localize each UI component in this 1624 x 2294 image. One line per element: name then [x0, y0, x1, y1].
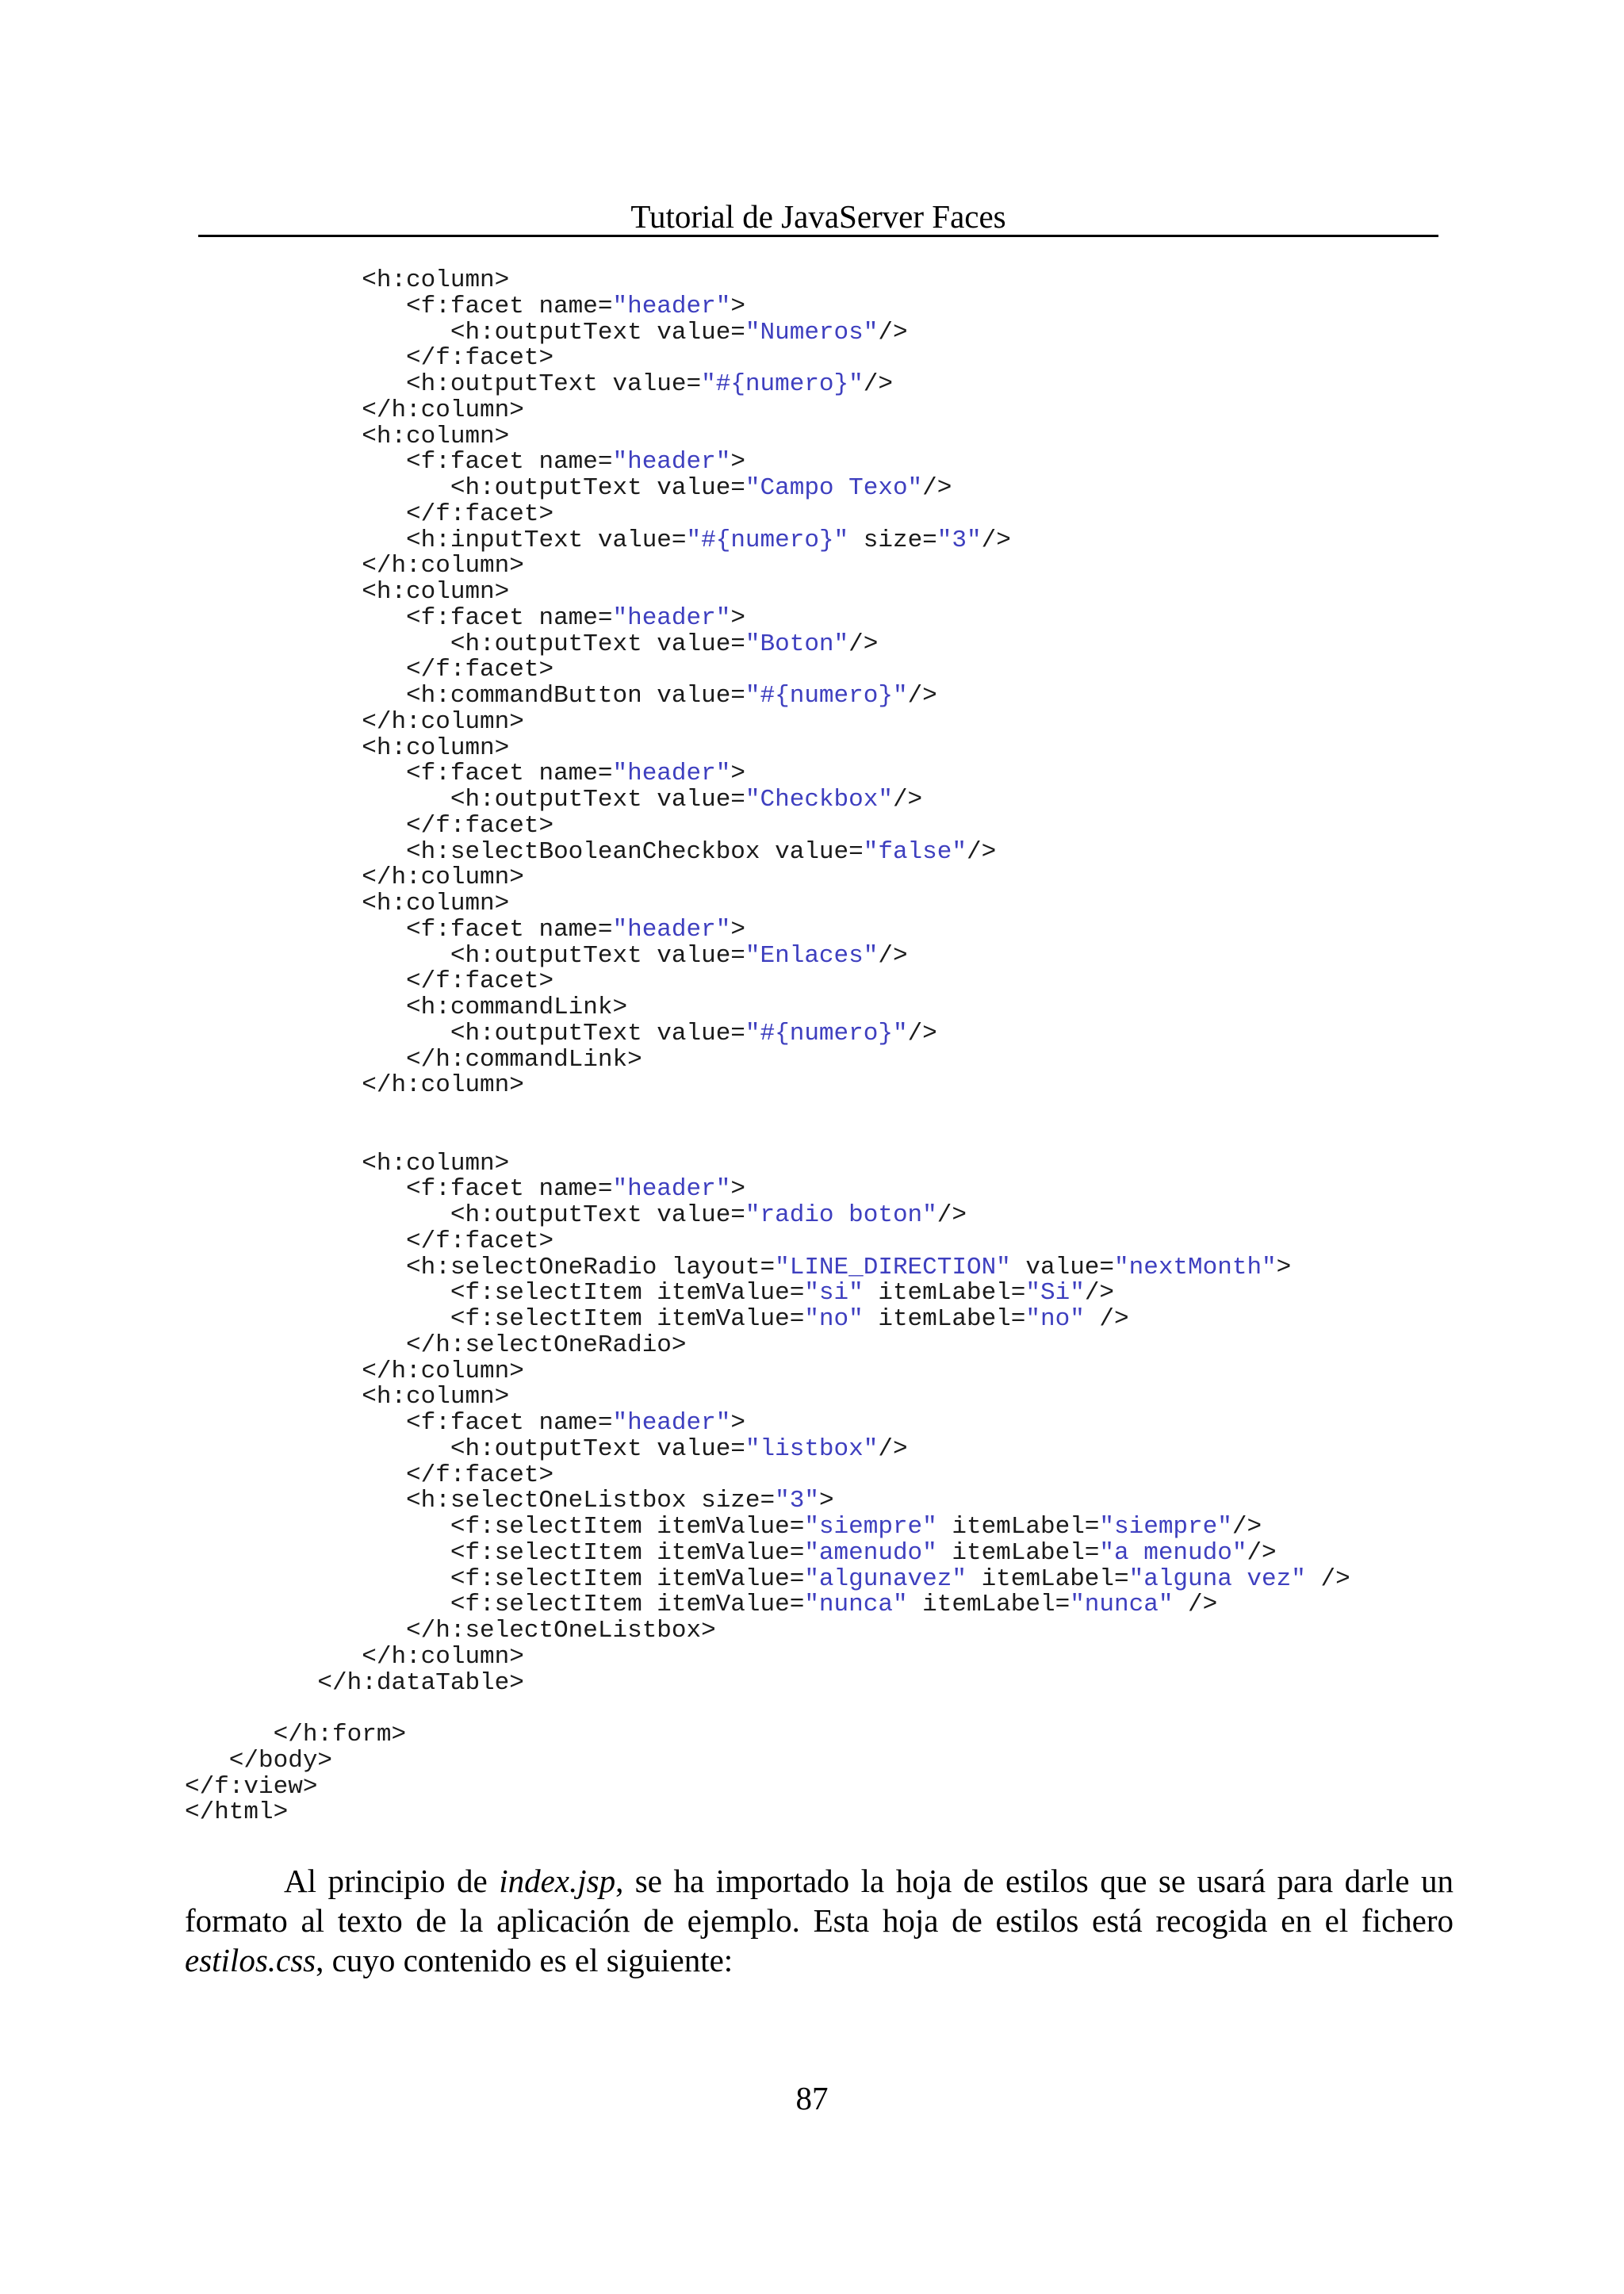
code-token: <h:outputText value= [185, 630, 745, 658]
code-string: "siempre" [804, 1513, 937, 1541]
code-token: </h:commandLink> [185, 1045, 642, 1074]
code-line [185, 1772, 1350, 1801]
code-line [185, 891, 1350, 917]
code-token: <f:facet name= [185, 1409, 613, 1437]
code-token: /> [907, 1019, 937, 1047]
code-token: <h:outputText value= [185, 941, 745, 970]
code-token: </f:facet> [185, 656, 554, 684]
code-token: <h:commandLink> [185, 994, 628, 1021]
code-token: itemLabel= [907, 1591, 1071, 1619]
code-token: <h:column> [185, 266, 510, 294]
code-line [185, 553, 1350, 580]
code-token: <f:facet name= [185, 292, 613, 320]
code-string: "no" [1025, 1305, 1085, 1333]
code-string: "si" [804, 1279, 864, 1308]
code-line [185, 941, 1350, 970]
code-line [185, 1333, 1350, 1359]
code-token: <h:commandButton value= [185, 682, 745, 710]
code-token: <f:facet name= [185, 915, 613, 944]
code-line [185, 684, 1350, 710]
italic-filename: index.jsp [499, 1863, 616, 1899]
code-string: "nunca" [804, 1591, 908, 1619]
code-line [185, 268, 1350, 294]
code-line [185, 528, 1350, 554]
code-token: <h:selectOneRadio layout= [185, 1253, 776, 1281]
code-token: </f:facet> [185, 967, 554, 996]
paragraph-text: , se ha importado la hoja de estilos que se usará para darle un formato al texto de la aplicación de ejemplo. Esta hoja de estilos está recogida en el fichero [185, 1863, 1454, 1939]
paragraph-text: Al principio de [284, 1863, 500, 1899]
code-string: "Enlaces" [745, 941, 879, 970]
code-line [185, 1281, 1350, 1307]
code-line [185, 811, 1350, 840]
code-token: value= [1010, 1253, 1115, 1281]
code-line [185, 603, 1350, 632]
code-token: <h:column> [185, 422, 510, 450]
code-token: </f:facet> [185, 1227, 554, 1255]
code-string: "header" [612, 915, 731, 944]
code-token: /> [1173, 1591, 1218, 1619]
code-line [185, 1564, 1350, 1593]
code-line [185, 424, 1350, 450]
code-token: </h:column> [185, 1357, 524, 1385]
code-string: "nunca" [1070, 1591, 1174, 1619]
code-token: /> [878, 941, 908, 970]
code-line [185, 1255, 1350, 1281]
code-token: <h:column> [185, 1149, 510, 1178]
code-token: <h:column> [185, 890, 510, 917]
code-token: </f:facet> [185, 344, 554, 373]
code-string: "amenudo" [804, 1538, 937, 1567]
code-token: </h:column> [185, 1642, 524, 1671]
code-token: <h:outputText value= [185, 1019, 745, 1047]
code-token: <h:inputText value= [185, 526, 687, 554]
code-line [185, 707, 1350, 736]
code-string: "false" [863, 837, 967, 866]
code-line [185, 1229, 1350, 1255]
code-line [185, 917, 1350, 944]
code-token: </f:view> [185, 1772, 318, 1801]
code-string: "header" [612, 292, 731, 320]
code-string: "alguna vez" [1128, 1564, 1306, 1593]
code-token: <f:facet name= [185, 1175, 613, 1204]
code-line [185, 657, 1350, 684]
code-token: <h:column> [185, 1383, 510, 1411]
code-token: <f:facet name= [185, 760, 613, 788]
code-line [185, 1384, 1350, 1411]
code-token: size= [848, 526, 937, 554]
code-string: "Campo Texo" [745, 474, 923, 502]
code-token: > [730, 603, 745, 632]
code-line [185, 320, 1350, 347]
code-token: > [730, 1409, 745, 1437]
code-line [185, 837, 1350, 866]
code-line [185, 398, 1350, 424]
code-line [185, 1642, 1350, 1671]
code-token: <h:column> [185, 578, 510, 606]
code-line [185, 1151, 1350, 1178]
code-token: <h:outputText value= [185, 370, 702, 398]
code-string: "a menudo" [1099, 1538, 1247, 1567]
code-string: "header" [612, 603, 731, 632]
code-token: <f:selectItem itemValue= [185, 1305, 805, 1333]
code-token: </html> [185, 1798, 289, 1827]
code-token: </h:dataTable> [185, 1668, 524, 1697]
code-line [185, 1800, 1350, 1826]
code-line [185, 1463, 1350, 1489]
code-line [185, 761, 1350, 787]
italic-filename: estilos.css [185, 1942, 316, 1978]
code-token: /> [878, 318, 908, 347]
code-token: /> [1247, 1538, 1277, 1567]
code-line [185, 865, 1350, 891]
code-token: <h:outputText value= [185, 474, 745, 502]
code-token: > [818, 1487, 834, 1515]
code-string: "no" [804, 1305, 864, 1333]
code-line [185, 1021, 1350, 1047]
code-line [185, 1047, 1350, 1074]
code-token: </h:selectOneListbox> [185, 1617, 716, 1645]
code-string: "Checkbox" [745, 786, 893, 814]
code-token: /> [878, 1434, 908, 1463]
code-token: </h:column> [185, 1071, 524, 1100]
code-token: itemLabel= [863, 1305, 1026, 1333]
code-line [185, 1722, 1350, 1748]
code-string: "3" [936, 526, 982, 554]
code-token: /> [907, 682, 937, 710]
code-token: </f:facet> [185, 1461, 554, 1489]
code-string: "listbox" [745, 1434, 879, 1463]
code-line [185, 1592, 1350, 1618]
code-line [185, 1696, 1350, 1722]
code-line [185, 787, 1350, 814]
paragraph-text: , cuyo contenido es el siguiente: [316, 1942, 733, 1978]
code-token: <h:column> [185, 733, 510, 762]
code-line [185, 1359, 1350, 1385]
code-line [185, 372, 1350, 398]
code-token: <f:selectItem itemValue= [185, 1564, 805, 1593]
code-token: </h:form> [185, 1721, 407, 1748]
code-token: /> [1305, 1564, 1350, 1593]
code-line [185, 1748, 1350, 1775]
code-token: itemLabel= [936, 1538, 1100, 1567]
code-token: /> [1231, 1513, 1262, 1541]
code-line [185, 1411, 1350, 1437]
code-line [185, 294, 1350, 320]
code-line [185, 1515, 1350, 1541]
code-line [185, 450, 1350, 476]
code-line [185, 1203, 1350, 1229]
code-token: itemLabel= [863, 1279, 1026, 1308]
code-line [185, 1538, 1350, 1567]
code-string: "#{numero}" [701, 370, 864, 398]
code-token: <f:selectItem itemValue= [185, 1591, 805, 1619]
code-line [185, 1488, 1350, 1515]
code-token: <f:selectItem itemValue= [185, 1279, 805, 1308]
code-token: itemLabel= [966, 1564, 1129, 1593]
header-rule [198, 235, 1438, 237]
code-token: </body> [185, 1746, 333, 1775]
code-token: /> [936, 1201, 967, 1229]
code-token: /> [981, 526, 1011, 554]
code-token: <h:outputText value= [185, 786, 745, 814]
code-line [185, 1434, 1350, 1463]
code-token: </h:column> [185, 707, 524, 736]
code-token: > [730, 915, 745, 944]
code-line [185, 995, 1350, 1021]
code-token: <h:outputText value= [185, 1434, 745, 1463]
code-string: "header" [612, 1175, 731, 1204]
code-line [185, 1099, 1350, 1125]
code-line [185, 580, 1350, 606]
code-token: <h:outputText value= [185, 318, 745, 347]
code-string: "nextMonth" [1114, 1253, 1277, 1281]
code-token: <h:selectOneListbox size= [185, 1487, 776, 1515]
code-token: /> [1084, 1305, 1129, 1333]
code-token: /> [1084, 1279, 1115, 1308]
code-token: <f:selectItem itemValue= [185, 1538, 805, 1567]
body-paragraph [185, 1861, 1454, 1980]
code-token: </h:selectOneRadio> [185, 1331, 687, 1359]
page-number: 87 [795, 2080, 829, 2116]
code-line [185, 346, 1350, 372]
code-line [185, 1307, 1350, 1333]
code-token: <f:selectItem itemValue= [185, 1513, 805, 1541]
code-string: "header" [612, 760, 731, 788]
code-token: </h:column> [185, 864, 524, 892]
code-token: > [730, 1175, 745, 1204]
code-string: "siempre" [1099, 1513, 1232, 1541]
code-line [185, 502, 1350, 528]
code-string: "Si" [1025, 1279, 1085, 1308]
code-token: <h:selectBooleanCheckbox value= [185, 837, 864, 866]
code-token: /> [966, 837, 997, 866]
code-string: "#{numero}" [745, 1019, 908, 1047]
code-string: "header" [612, 1409, 731, 1437]
code-line [185, 733, 1350, 762]
code-string: "radio boton" [745, 1201, 937, 1229]
code-line [185, 1073, 1350, 1099]
code-token: <f:facet name= [185, 448, 613, 477]
code-token: > [730, 760, 745, 788]
code-line [185, 1177, 1350, 1203]
code-token: </h:column> [185, 552, 524, 580]
code-string: "header" [612, 448, 731, 477]
code-token: itemLabel= [936, 1513, 1100, 1541]
code-token: /> [863, 370, 893, 398]
code-token: </f:facet> [185, 500, 554, 528]
code-line [185, 1618, 1350, 1645]
code-string: "#{numero}" [745, 682, 908, 710]
code-line [185, 1668, 1350, 1697]
code-token: > [730, 292, 745, 320]
code-token: /> [848, 630, 879, 658]
code-token: </h:column> [185, 396, 524, 424]
code-listing [185, 268, 1350, 1826]
code-line [185, 969, 1350, 995]
code-line [185, 632, 1350, 658]
code-string: "LINE_DIRECTION" [775, 1253, 1011, 1281]
code-string: "#{numero}" [686, 526, 849, 554]
running-header-title: Tutorial de JavaServer Faces [630, 198, 1006, 235]
code-token: <f:facet name= [185, 603, 613, 632]
code-token: > [730, 448, 745, 477]
code-string: "Boton" [745, 630, 849, 658]
code-string: "Numeros" [745, 318, 879, 347]
code-token: <h:outputText value= [185, 1201, 745, 1229]
code-line [185, 476, 1350, 502]
code-token: > [1276, 1253, 1292, 1281]
code-token: </f:facet> [185, 811, 554, 840]
code-token: /> [892, 786, 923, 814]
code-string: "3" [775, 1487, 819, 1515]
code-token: /> [922, 474, 952, 502]
code-string: "algunavez" [804, 1564, 967, 1593]
code-line [185, 1125, 1350, 1151]
